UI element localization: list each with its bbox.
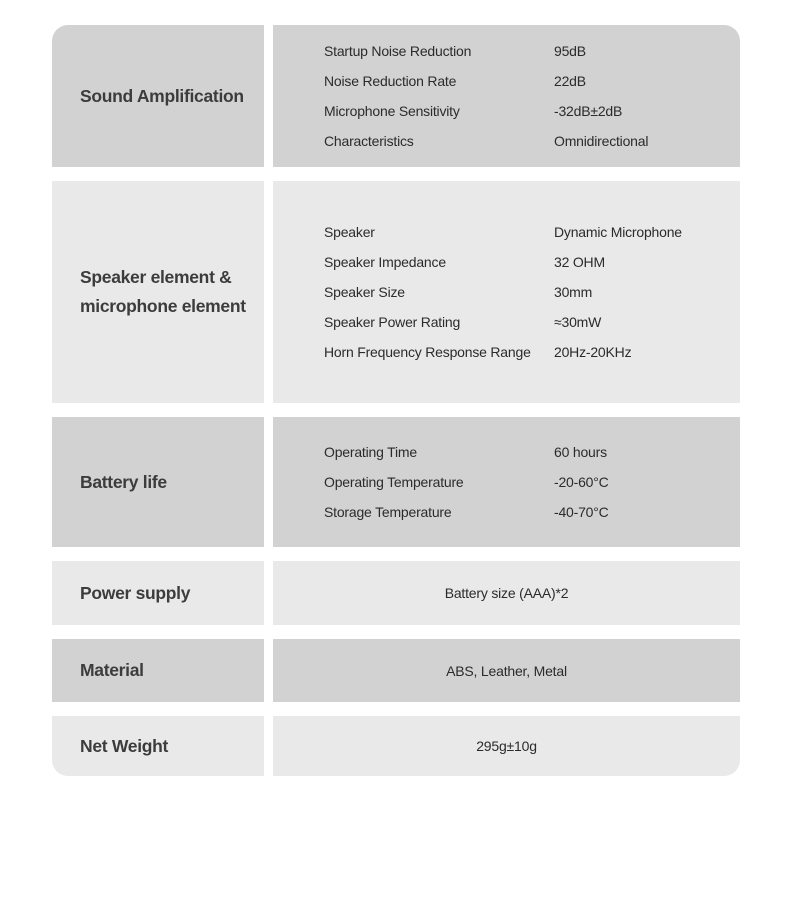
spec-section-material bbox=[52, 639, 740, 702]
category-cell-power-supply bbox=[52, 561, 264, 625]
category-label: Battery life bbox=[80, 471, 167, 492]
spec-value: -32dB±2dB bbox=[554, 103, 623, 119]
spec-section-sound-amplification bbox=[52, 25, 740, 167]
spec-label: Horn Frequency Response Range bbox=[324, 344, 531, 360]
spec-values-cell bbox=[273, 417, 740, 547]
spec-value: 22dB bbox=[554, 73, 586, 89]
spec-value: Dynamic Microphone bbox=[554, 224, 682, 240]
spec-label: Speaker bbox=[324, 224, 375, 240]
spec-section-speaker-microphone bbox=[52, 181, 740, 403]
spec-value: ≈30mW bbox=[554, 314, 602, 330]
spec-values-cell bbox=[273, 561, 740, 625]
spec-label: Speaker Power Rating bbox=[324, 314, 461, 330]
category-label: Net Weight bbox=[80, 735, 169, 756]
spec-row bbox=[273, 247, 740, 277]
spec-section-net-weight bbox=[52, 716, 740, 776]
spec-single-value: 295g±10g bbox=[476, 738, 537, 754]
spec-section-power-supply bbox=[52, 561, 740, 625]
spec-label: Speaker Impedance bbox=[324, 254, 446, 270]
category-cell-net-weight bbox=[52, 716, 264, 776]
spec-values-cell bbox=[273, 716, 740, 776]
spec-section-battery-life bbox=[52, 417, 740, 547]
spec-value: 32 OHM bbox=[554, 254, 605, 270]
spec-single-value: ABS, Leather, Metal bbox=[446, 662, 567, 679]
spec-label: Startup Noise Reduction bbox=[324, 43, 472, 59]
spec-values-cell bbox=[273, 181, 740, 403]
spec-value: 60 hours bbox=[554, 444, 607, 460]
spec-row bbox=[273, 126, 740, 156]
spec-row bbox=[273, 36, 740, 66]
spec-value: Omnidirectional bbox=[554, 133, 649, 149]
spec-label: Speaker Size bbox=[324, 284, 405, 300]
spec-values-cell bbox=[273, 639, 740, 702]
spec-label: Operating Time bbox=[324, 444, 417, 460]
spec-values-cell bbox=[273, 25, 740, 167]
spec-row bbox=[273, 337, 740, 367]
spec-row bbox=[273, 217, 740, 247]
spec-value: 95dB bbox=[554, 43, 586, 59]
spec-row bbox=[273, 66, 740, 96]
spec-row bbox=[273, 467, 740, 497]
spec-row bbox=[273, 96, 740, 126]
spec-value: -20-60°C bbox=[554, 474, 609, 490]
spec-row bbox=[273, 277, 740, 307]
spec-row bbox=[273, 497, 740, 527]
product-spec-table bbox=[52, 25, 740, 776]
category-label: Material bbox=[80, 660, 144, 680]
spec-label: Characteristics bbox=[324, 133, 414, 149]
spec-label: Operating Temperature bbox=[324, 474, 464, 490]
spec-label: Microphone Sensitivity bbox=[324, 103, 460, 119]
category-cell-speaker-microphone bbox=[52, 181, 264, 403]
category-label: Speaker element & microphone element bbox=[80, 267, 246, 316]
spec-single-value: Battery size (AAA)*2 bbox=[444, 585, 569, 601]
spec-value: -40-70°C bbox=[554, 504, 609, 520]
spec-row bbox=[273, 437, 740, 467]
category-cell-sound-amplification bbox=[52, 25, 264, 167]
spec-row bbox=[273, 307, 740, 337]
spec-value: 20Hz-20KHz bbox=[554, 344, 632, 360]
category-label: Power supply bbox=[80, 582, 191, 603]
spec-label: Storage Temperature bbox=[324, 504, 452, 520]
category-cell-battery-life bbox=[52, 417, 264, 547]
category-label: Sound Amplification bbox=[80, 85, 244, 106]
spec-label: Noise Reduction Rate bbox=[324, 73, 457, 89]
spec-value: 30mm bbox=[554, 284, 593, 300]
category-cell-material bbox=[52, 639, 264, 702]
